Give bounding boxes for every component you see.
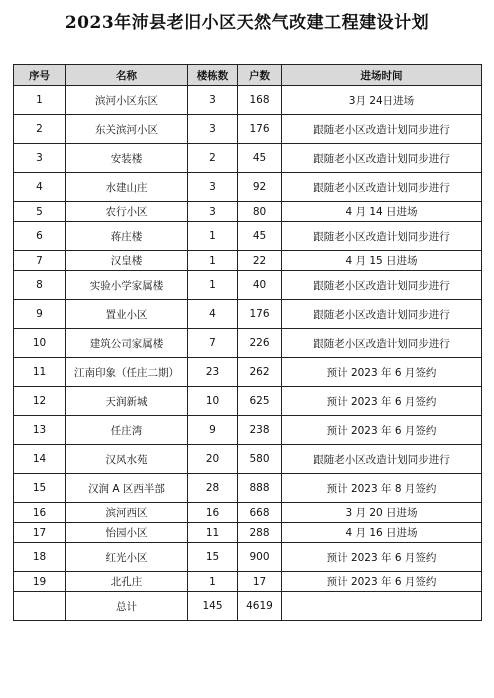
table-row — [14, 358, 482, 387]
row-buildings: 7 — [188, 329, 238, 358]
table-row — [14, 445, 482, 474]
row-name: 江南印象（任庄二期） — [66, 358, 188, 387]
table-row — [14, 416, 482, 445]
row-households: 176 — [238, 115, 282, 144]
row-no: 13 — [14, 416, 66, 445]
table-row — [14, 329, 482, 358]
row-households: 888 — [238, 474, 282, 503]
row-no: 9 — [14, 300, 66, 329]
table-row — [14, 144, 482, 173]
total-label: 总计 — [66, 592, 188, 621]
row-time: 预计 2023 年 8 月签约 — [282, 474, 482, 503]
row-time: 跟随老小区改造计划同步进行 — [282, 222, 482, 251]
row-time: 跟随老小区改造计划同步进行 — [282, 271, 482, 300]
row-no: 19 — [14, 572, 66, 592]
row-name: 农行小区 — [66, 202, 188, 222]
row-no: 12 — [14, 387, 66, 416]
plan-table — [13, 64, 482, 621]
row-buildings: 2 — [188, 144, 238, 173]
header-time: 进场时间 — [282, 65, 482, 86]
row-time: 预计 2023 年 6 月签约 — [282, 358, 482, 387]
row-time: 3 月 20 日进场 — [282, 503, 482, 523]
row-time: 4 月 15 日进场 — [282, 251, 482, 271]
total-no — [14, 592, 66, 621]
row-time: 跟随老小区改造计划同步进行 — [282, 144, 482, 173]
row-name: 水建山庄 — [66, 173, 188, 202]
row-name: 蒋庄楼 — [66, 222, 188, 251]
header-name: 名称 — [66, 65, 188, 86]
table-row — [14, 474, 482, 503]
row-buildings: 16 — [188, 503, 238, 523]
table-row — [14, 251, 482, 271]
table-row — [14, 387, 482, 416]
row-households: 900 — [238, 543, 282, 572]
row-name: 滨河西区 — [66, 503, 188, 523]
row-time: 4 月 16 日进场 — [282, 523, 482, 543]
row-name: 置业小区 — [66, 300, 188, 329]
row-buildings: 3 — [188, 202, 238, 222]
row-no: 8 — [14, 271, 66, 300]
row-households: 288 — [238, 523, 282, 543]
table-body — [14, 86, 482, 592]
total-time — [282, 592, 482, 621]
row-time: 跟随老小区改造计划同步进行 — [282, 115, 482, 144]
row-households: 45 — [238, 144, 282, 173]
row-no: 6 — [14, 222, 66, 251]
row-buildings: 20 — [188, 445, 238, 474]
table-row — [14, 572, 482, 592]
row-no: 2 — [14, 115, 66, 144]
row-no: 11 — [14, 358, 66, 387]
row-buildings: 11 — [188, 523, 238, 543]
row-buildings: 3 — [188, 173, 238, 202]
row-no: 3 — [14, 144, 66, 173]
row-households: 45 — [238, 222, 282, 251]
row-households: 625 — [238, 387, 282, 416]
row-name: 东关滨河小区 — [66, 115, 188, 144]
row-households: 168 — [238, 86, 282, 115]
row-time: 3月 24日进场 — [282, 86, 482, 115]
row-households: 238 — [238, 416, 282, 445]
row-no: 10 — [14, 329, 66, 358]
row-buildings: 23 — [188, 358, 238, 387]
header-households: 户数 — [238, 65, 282, 86]
total-row — [14, 592, 482, 621]
row-households: 176 — [238, 300, 282, 329]
row-no: 4 — [14, 173, 66, 202]
table-row — [14, 115, 482, 144]
table-row — [14, 86, 482, 115]
row-time: 预计 2023 年 6 月签约 — [282, 387, 482, 416]
row-households: 92 — [238, 173, 282, 202]
row-time: 4 月 14 日进场 — [282, 202, 482, 222]
row-name: 汉风水苑 — [66, 445, 188, 474]
row-name: 红光小区 — [66, 543, 188, 572]
row-name: 安装楼 — [66, 144, 188, 173]
row-name: 建筑公司家属楼 — [66, 329, 188, 358]
row-buildings: 1 — [188, 572, 238, 592]
row-time: 预计 2023 年 6 月签约 — [282, 416, 482, 445]
table-row — [14, 173, 482, 202]
row-time: 跟随老小区改造计划同步进行 — [282, 329, 482, 358]
row-name: 任庄湾 — [66, 416, 188, 445]
row-buildings: 1 — [188, 222, 238, 251]
row-time: 跟随老小区改造计划同步进行 — [282, 445, 482, 474]
row-households: 22 — [238, 251, 282, 271]
row-time: 预计 2023 年 6 月签约 — [282, 572, 482, 592]
table-row — [14, 503, 482, 523]
row-no: 1 — [14, 86, 66, 115]
header-no: 序号 — [14, 65, 66, 86]
table-row — [14, 202, 482, 222]
row-name: 汉润 A 区西半部 — [66, 474, 188, 503]
header-buildings: 楼栋数 — [188, 65, 238, 86]
row-households: 80 — [238, 202, 282, 222]
table-row — [14, 300, 482, 329]
row-time: 预计 2023 年 6 月签约 — [282, 543, 482, 572]
row-no: 16 — [14, 503, 66, 523]
row-name: 汉皇楼 — [66, 251, 188, 271]
row-households: 17 — [238, 572, 282, 592]
row-no: 5 — [14, 202, 66, 222]
table-row — [14, 271, 482, 300]
row-buildings: 4 — [188, 300, 238, 329]
row-time: 跟随老小区改造计划同步进行 — [282, 300, 482, 329]
row-households: 40 — [238, 271, 282, 300]
row-buildings: 15 — [188, 543, 238, 572]
row-no: 14 — [14, 445, 66, 474]
row-name: 北孔庄 — [66, 572, 188, 592]
total-households: 4619 — [238, 592, 282, 621]
row-households: 668 — [238, 503, 282, 523]
row-households: 226 — [238, 329, 282, 358]
row-households: 580 — [238, 445, 282, 474]
row-no: 17 — [14, 523, 66, 543]
row-name: 实验小学家属楼 — [66, 271, 188, 300]
row-no: 7 — [14, 251, 66, 271]
row-no: 15 — [14, 474, 66, 503]
row-buildings: 10 — [188, 387, 238, 416]
page-title: 2023年沛县老旧小区天然气改建工程建设计划 — [64, 13, 430, 33]
table-row — [14, 523, 482, 543]
row-households: 262 — [238, 358, 282, 387]
row-no: 18 — [14, 543, 66, 572]
row-buildings: 3 — [188, 86, 238, 115]
row-name: 天润新城 — [66, 387, 188, 416]
row-buildings: 9 — [188, 416, 238, 445]
table-row — [14, 543, 482, 572]
total-buildings: 145 — [188, 592, 238, 621]
row-buildings: 28 — [188, 474, 238, 503]
row-time: 跟随老小区改造计划同步进行 — [282, 173, 482, 202]
row-name: 怡园小区 — [66, 523, 188, 543]
table-row — [14, 222, 482, 251]
row-name: 滨河小区东区 — [66, 86, 188, 115]
row-buildings: 1 — [188, 251, 238, 271]
row-buildings: 1 — [188, 271, 238, 300]
table-header-row — [14, 65, 482, 86]
row-buildings: 3 — [188, 115, 238, 144]
